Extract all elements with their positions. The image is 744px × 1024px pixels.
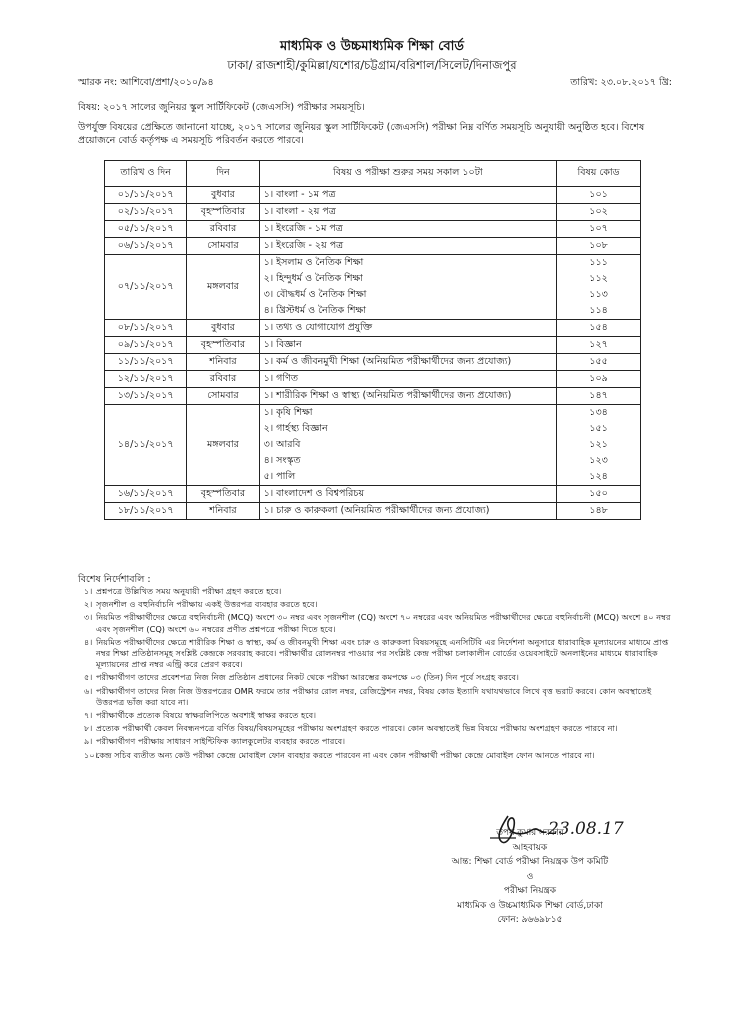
subject-code: ১০৯ [589, 373, 608, 384]
subject-line: ৩। বৌদ্ধধর্ম ও নৈতিক শিক্ষা [263, 289, 367, 300]
subject-line: ১। কৃষি শিক্ষা [263, 407, 313, 418]
row-date: ১২/১১/২০১৭ [105, 371, 187, 388]
subject-code: ১২৪ [589, 471, 608, 482]
instruction-item [84, 637, 680, 671]
subject-line: ১। বাংলাদেশ ও বিশ্বপরিচয় [263, 488, 365, 499]
table-row [105, 187, 641, 204]
instruction-number: ৫। [84, 672, 93, 683]
instructions-title: বিশেষ নির্দেশাবলি : [78, 574, 151, 585]
subject-code: ১৪৮ [589, 505, 608, 516]
row-day: রবিবার [187, 371, 259, 388]
table-row [105, 320, 641, 337]
subject-code: ১৫০ [589, 488, 608, 499]
issue-date: তারিখ: ২৩.০৮.২০১৭ খ্রি: [570, 77, 672, 88]
table-row [105, 503, 641, 520]
row-codes [557, 221, 641, 238]
row-date: ০৮/১১/২০১৭ [105, 320, 187, 337]
signatory-name: তপন কুমার সরকার [496, 828, 564, 838]
row-subjects [259, 238, 557, 255]
row-day: বুধবার [187, 320, 259, 337]
subject-line: ২। হিন্দুধর্ম ও নৈতিক শিক্ষা [263, 273, 363, 284]
table-row [105, 486, 641, 503]
instruction-item [84, 599, 680, 610]
subject-line: ৪। সংস্কৃত [263, 455, 301, 466]
row-date: ০২/১১/২০১৭ [105, 204, 187, 221]
row-codes [557, 320, 641, 337]
row-subjects [259, 337, 557, 354]
signatory-phone: ফোন: ৯৬৬৯৮১৫ [497, 915, 563, 925]
instruction-number: ২। [84, 599, 93, 610]
signatory-designation: পরীক্ষা নিয়ন্ত্রক [503, 886, 557, 896]
instruction-item [84, 750, 680, 761]
row-date: ১৬/১১/২০১৭ [105, 486, 187, 503]
row-date: ১৮/১১/২০১৭ [105, 503, 187, 520]
table-row [105, 238, 641, 255]
subject-line: ৪। খ্রিস্টধর্ম ও নৈতিক শিক্ষা [263, 305, 366, 316]
row-codes [557, 503, 641, 520]
row-day: বৃহস্পতিবার [187, 337, 259, 354]
table-row [105, 405, 641, 486]
subject-code: ১০২ [589, 206, 608, 217]
row-date: ০৭/১১/২০১৭ [105, 255, 187, 320]
row-date: ১১/১১/২০১৭ [105, 354, 187, 371]
row-date: ০৯/১১/২০১৭ [105, 337, 187, 354]
subject-line: ১। চারু ও কারুকলা (অনিয়মিত পরীক্ষার্থীদের জন্য প্রযোজ্য) [263, 505, 490, 516]
instruction-text: পরীক্ষার্থীগণ তাদের নিজ নিজ উত্তরপত্রের OMR ফরমে তার পরীক্ষার রোল নম্বর, রেজিস্ট্রেশন নম্বর, বিষয় কোড ইত্যাদি যথাযথভাবে লিখে বৃত্ত ভরাট করবে। কোন অবস্থাতেই উত্তরপত্র ভাঁজ করা যাবে না। [96, 685, 652, 707]
row-subjects [259, 320, 557, 337]
row-date: ১৪/১১/২০১৭ [105, 405, 187, 486]
signatory-board: মাধ্যমিক ও উচ্চমাধ্যমিক শিক্ষা বোর্ড,ঢাকা [457, 900, 603, 911]
subject-code: ১৫১ [589, 423, 608, 434]
subject-code: ১৫৪ [589, 322, 608, 333]
row-subjects [259, 371, 557, 388]
row-day: শনিবার [187, 354, 259, 371]
instruction-number: ৯। [84, 736, 93, 747]
instruction-text: প্রশ্নপত্রে উল্লিখিত সময় অনুযায়ী পরীক্ষা গ্রহণ করতে হবে। [96, 586, 282, 596]
table-row [105, 221, 641, 238]
table-row [105, 255, 641, 320]
subject-code: ১০১ [589, 189, 608, 200]
signature-date: 23.08.17 [548, 819, 624, 839]
instruction-text: পরীক্ষার্থীকে প্রত্যেক বিষয়ে স্বাক্ষরলিপিতে অবশ্যই স্বাক্ষর করতে হবে। [96, 710, 317, 721]
subject-line: ১। বিজ্ঞান [263, 339, 302, 350]
instruction-text: নিয়মিত পরীক্ষার্থীদের ক্ষেত্রে শারীরিক শিক্ষা ও স্বাস্থ্য, কর্ম ও জীবনমুখী শিক্ষা এবং চারু ও কারুকলা বিষয়সমূহে এনসিটিবি এর নির্দেশনা অনুসারে ধারাবাহিক মূল্যায়নের মাধ্যমে প্রাপ্ত নম্বর শিক্ষা প্রতিষ্ঠানসমূহ সংশ্লিষ্ট কেন্দ্রকে সরবরাহ করবে। পরীক্ষার্থীর রোলনম্বর পাওয়ার পর সংশ্লিষ্ট কেন্দ্র পরীক্ষা চলাকালীন বোর্ডের ওয়েবসাইটে অনলাইনের মাধ্যমে ধারাবাহিক মূল্যায়নের প্রাপ্ত নম্বর এন্ট্রি করে প্রেরণ করবে। [96, 636, 669, 670]
row-day: বৃহস্পতিবার [187, 204, 259, 221]
header-day: দিন [187, 161, 259, 187]
table-row [105, 371, 641, 388]
row-day: সোমবার [187, 388, 259, 405]
row-codes [557, 238, 641, 255]
subject-line: ১। গণিত [263, 373, 298, 384]
instruction-number: ৪। [84, 636, 93, 647]
board-title: মাধ্যমিক ও উচ্চমাধ্যমিক শিক্ষা বোর্ড [280, 39, 464, 54]
instruction-text: কেন্দ্র সচিব ব্যতীত অন্য কেউ পরীক্ষা কেন্দ্রে মোবাইল ফোন ব্যবহার করতে পারবেন না এবং কোন পরীক্ষার্থী পরীক্ষা কেন্দ্রে মোবাইল ফোন আনতে পারবে না। [96, 749, 595, 760]
subject-line: ১। ইসলাম ও নৈতিক শিক্ষা [263, 257, 364, 268]
header-code: বিষয় কোড [557, 161, 641, 187]
row-codes [557, 371, 641, 388]
row-codes [557, 405, 641, 486]
subject-line: ১। ইংরেজি - ১ম পত্র [263, 223, 343, 234]
subject-code: ১০৮ [589, 240, 608, 251]
table-row [105, 354, 641, 371]
row-day: বৃহস্পতিবার [187, 486, 259, 503]
subject-code: ১১২ [589, 273, 608, 284]
row-day: শনিবার [187, 503, 259, 520]
subject-line: ১। তথ্য ও যোগাযোগ প্রযুক্তি [263, 322, 373, 333]
instruction-text: পরীক্ষার্থীগণ তাদের প্রবেশপত্র নিজ নিজ প্রতিষ্ঠান প্রধানের নিকট থেকে পরীক্ষা আরম্ভের কমপক্ষে ০৩ (তিন) দিন পূর্বে সংগ্রহ করবে। [96, 672, 519, 683]
row-codes [557, 486, 641, 503]
row-subjects [259, 204, 557, 221]
row-day: মঙ্গলবার [187, 405, 259, 486]
board-cities: ঢাকা/ রাজশাহী/কুমিল্লা/যশোর/চট্টগ্রাম/বরিশাল/সিলেট/দিনাজপুর [227, 58, 517, 72]
table-row [105, 204, 641, 221]
subject-line: ১। ইংরেজি - ২য় পত্র [263, 240, 344, 251]
row-subjects [259, 187, 557, 204]
subject-code: ১৫৫ [589, 356, 608, 367]
signatory-committee: আন্ত: শিক্ষা বোর্ড পরীক্ষা নিয়ন্ত্রক উপ কমিটি [451, 857, 609, 867]
instruction-item [84, 736, 680, 747]
row-subjects [259, 388, 557, 405]
instruction-number: ১০। [84, 749, 98, 760]
table-header-row [105, 161, 641, 187]
row-subjects [259, 255, 557, 320]
table-row [105, 337, 641, 354]
instruction-number: ৬। [84, 685, 93, 696]
instruction-number: ৮। [84, 723, 93, 734]
row-codes [557, 337, 641, 354]
instruction-text: প্রত্যেক পরীক্ষার্থী কেবল নিবন্ধনপত্রে বর্ণিত বিষয়/বিষয়সমূহের পরীক্ষায় অংশগ্রহণ করতে পারবে। কোন অবস্থাতেই ভিন্ন বিষয়ে পরীক্ষায় অংশগ্রহণ করতে পারবে না। [96, 723, 618, 734]
subject-code: ১১৩ [589, 289, 608, 300]
row-codes [557, 255, 641, 320]
instruction-item [84, 723, 680, 734]
row-date: ০১/১১/২০১৭ [105, 187, 187, 204]
exam-schedule-table [104, 160, 641, 520]
row-day: রবিবার [187, 221, 259, 238]
row-codes [557, 388, 641, 405]
table-body [105, 187, 641, 520]
row-codes [557, 187, 641, 204]
row-date: ১৩/১১/২০১৭ [105, 388, 187, 405]
signatory-role: আহবায়ক [512, 842, 548, 853]
row-date: ০৫/১১/২০১৭ [105, 221, 187, 238]
instruction-item [84, 686, 680, 708]
subject-line: ২। গার্হস্থ্য বিজ্ঞান [263, 423, 328, 434]
row-subjects [259, 405, 557, 486]
row-day: বুধবার [187, 187, 259, 204]
subject-line: ১। কর্ম ও জীবনমুখী শিক্ষা (অনিয়মিত পরীক্ষার্থীদের জন্য প্রযোজ্য) [263, 356, 512, 367]
subject-code: ১২৭ [589, 339, 608, 350]
subject-code: ১৩৪ [589, 407, 608, 418]
signature-block [380, 826, 680, 928]
row-subjects [259, 503, 557, 520]
subject-line: ১। বাংলা - ২য় পত্র [263, 206, 336, 217]
row-subjects [259, 221, 557, 238]
row-codes [557, 204, 641, 221]
signatory-and: ও [526, 871, 534, 882]
row-day: সোমবার [187, 238, 259, 255]
instruction-number: ৭। [84, 710, 93, 721]
row-date: ০৬/১১/২০১৭ [105, 238, 187, 255]
instruction-item [84, 710, 680, 721]
subject-line: ১। বাংলা - ১ম পত্র [263, 189, 336, 200]
row-subjects [259, 486, 557, 503]
subject-line: ৫। পালি [263, 471, 296, 482]
memo-number: স্মারক নং: আশিবো/প্রশা/২০১০/৯৪ [78, 77, 214, 88]
row-day: মঙ্গলবার [187, 255, 259, 320]
instruction-text: পরীক্ষার্থীগণ পরীক্ষায় সাধারণ সাইন্টিফিক ক্যালকুলেটর ব্যবহার করতে পারবে। [96, 736, 346, 747]
instruction-item [84, 586, 680, 597]
instruction-text: নিয়মিত পরীক্ষার্থীদের ক্ষেত্রে বহুনির্বাচনী (MCQ) অংশে ৩০ নম্বর এবং সৃজনশীল (CQ) অংশে ৭০ নম্বরের এবং অনিয়মিত পরীক্ষার্থীদের ক্ষেত্রে বহুনির্বাচনী (MCQ) অংশে ৪০ নম্বর এবং সৃজনশীল (CQ) অংশে ৬০ নম্বরের প্রণীত প্রশ্নপত্রে পরীক্ষা দিতে হবে। [96, 612, 671, 634]
instruction-item [84, 672, 680, 683]
instructions-list [84, 586, 680, 763]
header-subject: বিষয় ও পরীক্ষা শুরুর সময় সকাল ১০টা [259, 161, 557, 187]
header-date: তারিখ ও দিন [105, 161, 187, 187]
subject-line: ৩। আরবি [263, 439, 301, 450]
subject-line: বিষয়: ২০১৭ সালের জুনিয়র স্কুল সার্টিফিকেট (জেএসসি) পরীক্ষার সময়সূচি। [78, 102, 365, 113]
subject-code: ১২৩ [589, 455, 608, 466]
subject-code: ১১১ [589, 257, 608, 268]
subject-code: ১০৭ [589, 223, 608, 234]
instruction-text: সৃজনশীল ও বহুনির্বাচনি পরীক্ষায় একই উত্তরপত্র ব্যবহার করতে হবে। [96, 599, 318, 610]
instruction-number: ১। [84, 586, 93, 596]
intro-paragraph: উপর্যুক্ত বিষয়ের প্রেক্ষিতে জানানো যাচ্ছে, ২০১৭ সালের জুনিয়র স্কুল সার্টিফিকেট (জেএসসি) পরীক্ষা নিম্ন বর্ণিত সময়সূচি অনুযায়ী অনুষ্ঠিত হবে। বিশেষ প্রয়োজনে বোর্ড কর্তৃপক্ষ এ সময়সূচি পরিবর্তন করতে পারবে। [78, 122, 645, 146]
subject-line: ১। শারীরিক শিক্ষা ও স্বাস্থ্য (অনিয়মিত পরীক্ষার্থীদের জন্য প্রযোজ্য) [263, 390, 512, 401]
instruction-item [84, 612, 680, 634]
row-subjects [259, 354, 557, 371]
subject-code: ১১৪ [589, 305, 608, 316]
subject-code: ১২১ [589, 439, 608, 450]
instruction-number: ৩। [84, 612, 93, 623]
table-row [105, 388, 641, 405]
subject-code: ১৪৭ [589, 390, 608, 401]
row-codes [557, 354, 641, 371]
